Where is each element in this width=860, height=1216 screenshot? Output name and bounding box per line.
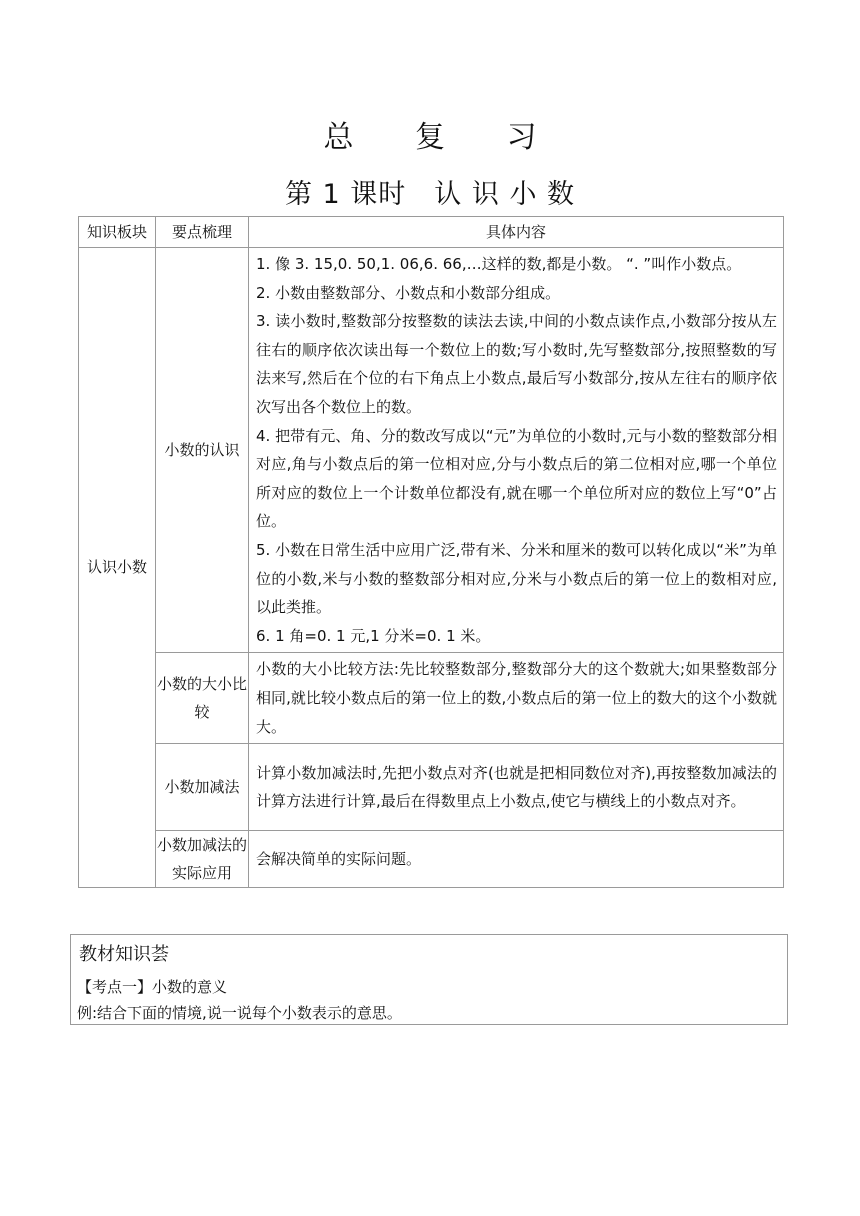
content-line: 3. 读小数时,整数部分按整数的读法去读,中间的小数点读作点,小数部分按从左往右的顺序依次读出每一个数位上的数;写小数时,先写整数部分,按照整数的写法来写,然后在个位的右下角点上小数点,最后写小数部分,按从左往右的顺序依次写出各个数位上的数。 xyxy=(256,312,777,416)
header-content: 具体内容 xyxy=(249,217,784,248)
knowledge-box-title: 教材知识荟 xyxy=(79,944,169,965)
content-line: 会解决简单的实际问题。 xyxy=(256,849,422,868)
content-line: 计算小数加减法时,先把小数点对齐(也就是把相同数位对齐),再按整数加减法的计算方法进行计算,最后在得数里点上小数点,使它与横线上的小数点对齐。 xyxy=(256,763,777,811)
table-row xyxy=(79,831,784,888)
content-cell xyxy=(249,831,784,888)
content-cell xyxy=(249,248,784,653)
exam-point-label: 【考点一】小数的意义 xyxy=(77,978,228,996)
header-key-points: 要点梳理 xyxy=(156,217,249,248)
key-point-cell: 小数的大小比较 xyxy=(156,653,249,744)
knowledge-box xyxy=(70,934,788,1025)
content-cell xyxy=(249,653,784,744)
content-line: 2. 小数由整数部分、小数点和小数部分组成。 xyxy=(256,283,561,302)
content-line: 4. 把带有元、角、分的数改写成以“元”为单位的小数时,元与小数的整数部分相对应,角与小数点后的第一位相对应,分与小数点后的第二位相对应,哪一个单位所对应的数位上一个计数单位都没有,就在哪一个单位所对应的数位上写“0”占位。 xyxy=(256,426,777,531)
table-row xyxy=(79,653,784,744)
content-line: 1. 像 3. 15,0. 50,1. 06,6. 66,…这样的数,都是小数。 “. ”叫作小数点。 xyxy=(256,255,742,273)
content-line: 小数的大小比较方法:先比较整数部分,整数部分大的这个数就大;如果整数部分相同,就比较小数点后的第一位上的数,小数点后的第一位上的数大的这个小数就大。 xyxy=(256,660,777,736)
table-header-row xyxy=(79,217,784,248)
knowledge-block-cell: 认识小数 xyxy=(79,248,156,888)
lesson-subtitle: 第 1 课时 认 识 小 数 xyxy=(284,179,576,210)
example-text: 例:结合下面的情境,说一说每个小数表示的意思。 xyxy=(77,1004,402,1022)
content-line: 5. 小数在日常生活中应用广泛,带有米、分米和厘米的数可以转化成以“米”为单位的小数,米与小数的整数部分相对应,分米与小数点后的第一位上的数相对应,以此类推。 xyxy=(256,540,777,617)
key-point-cell: 小数的认识 xyxy=(156,248,249,653)
key-point-cell: 小数加减法 xyxy=(156,744,249,831)
table-row xyxy=(79,248,784,653)
review-table xyxy=(78,216,784,888)
page-title: 总 复 习 xyxy=(323,120,563,155)
content-cell xyxy=(249,744,784,831)
table-row xyxy=(79,744,784,831)
key-point-cell: 小数加减法的实际应用 xyxy=(156,831,249,888)
header-knowledge-block: 知识板块 xyxy=(79,217,156,248)
content-line: 6. 1 角=0. 1 元,1 分米=0. 1 米。 xyxy=(256,626,491,645)
